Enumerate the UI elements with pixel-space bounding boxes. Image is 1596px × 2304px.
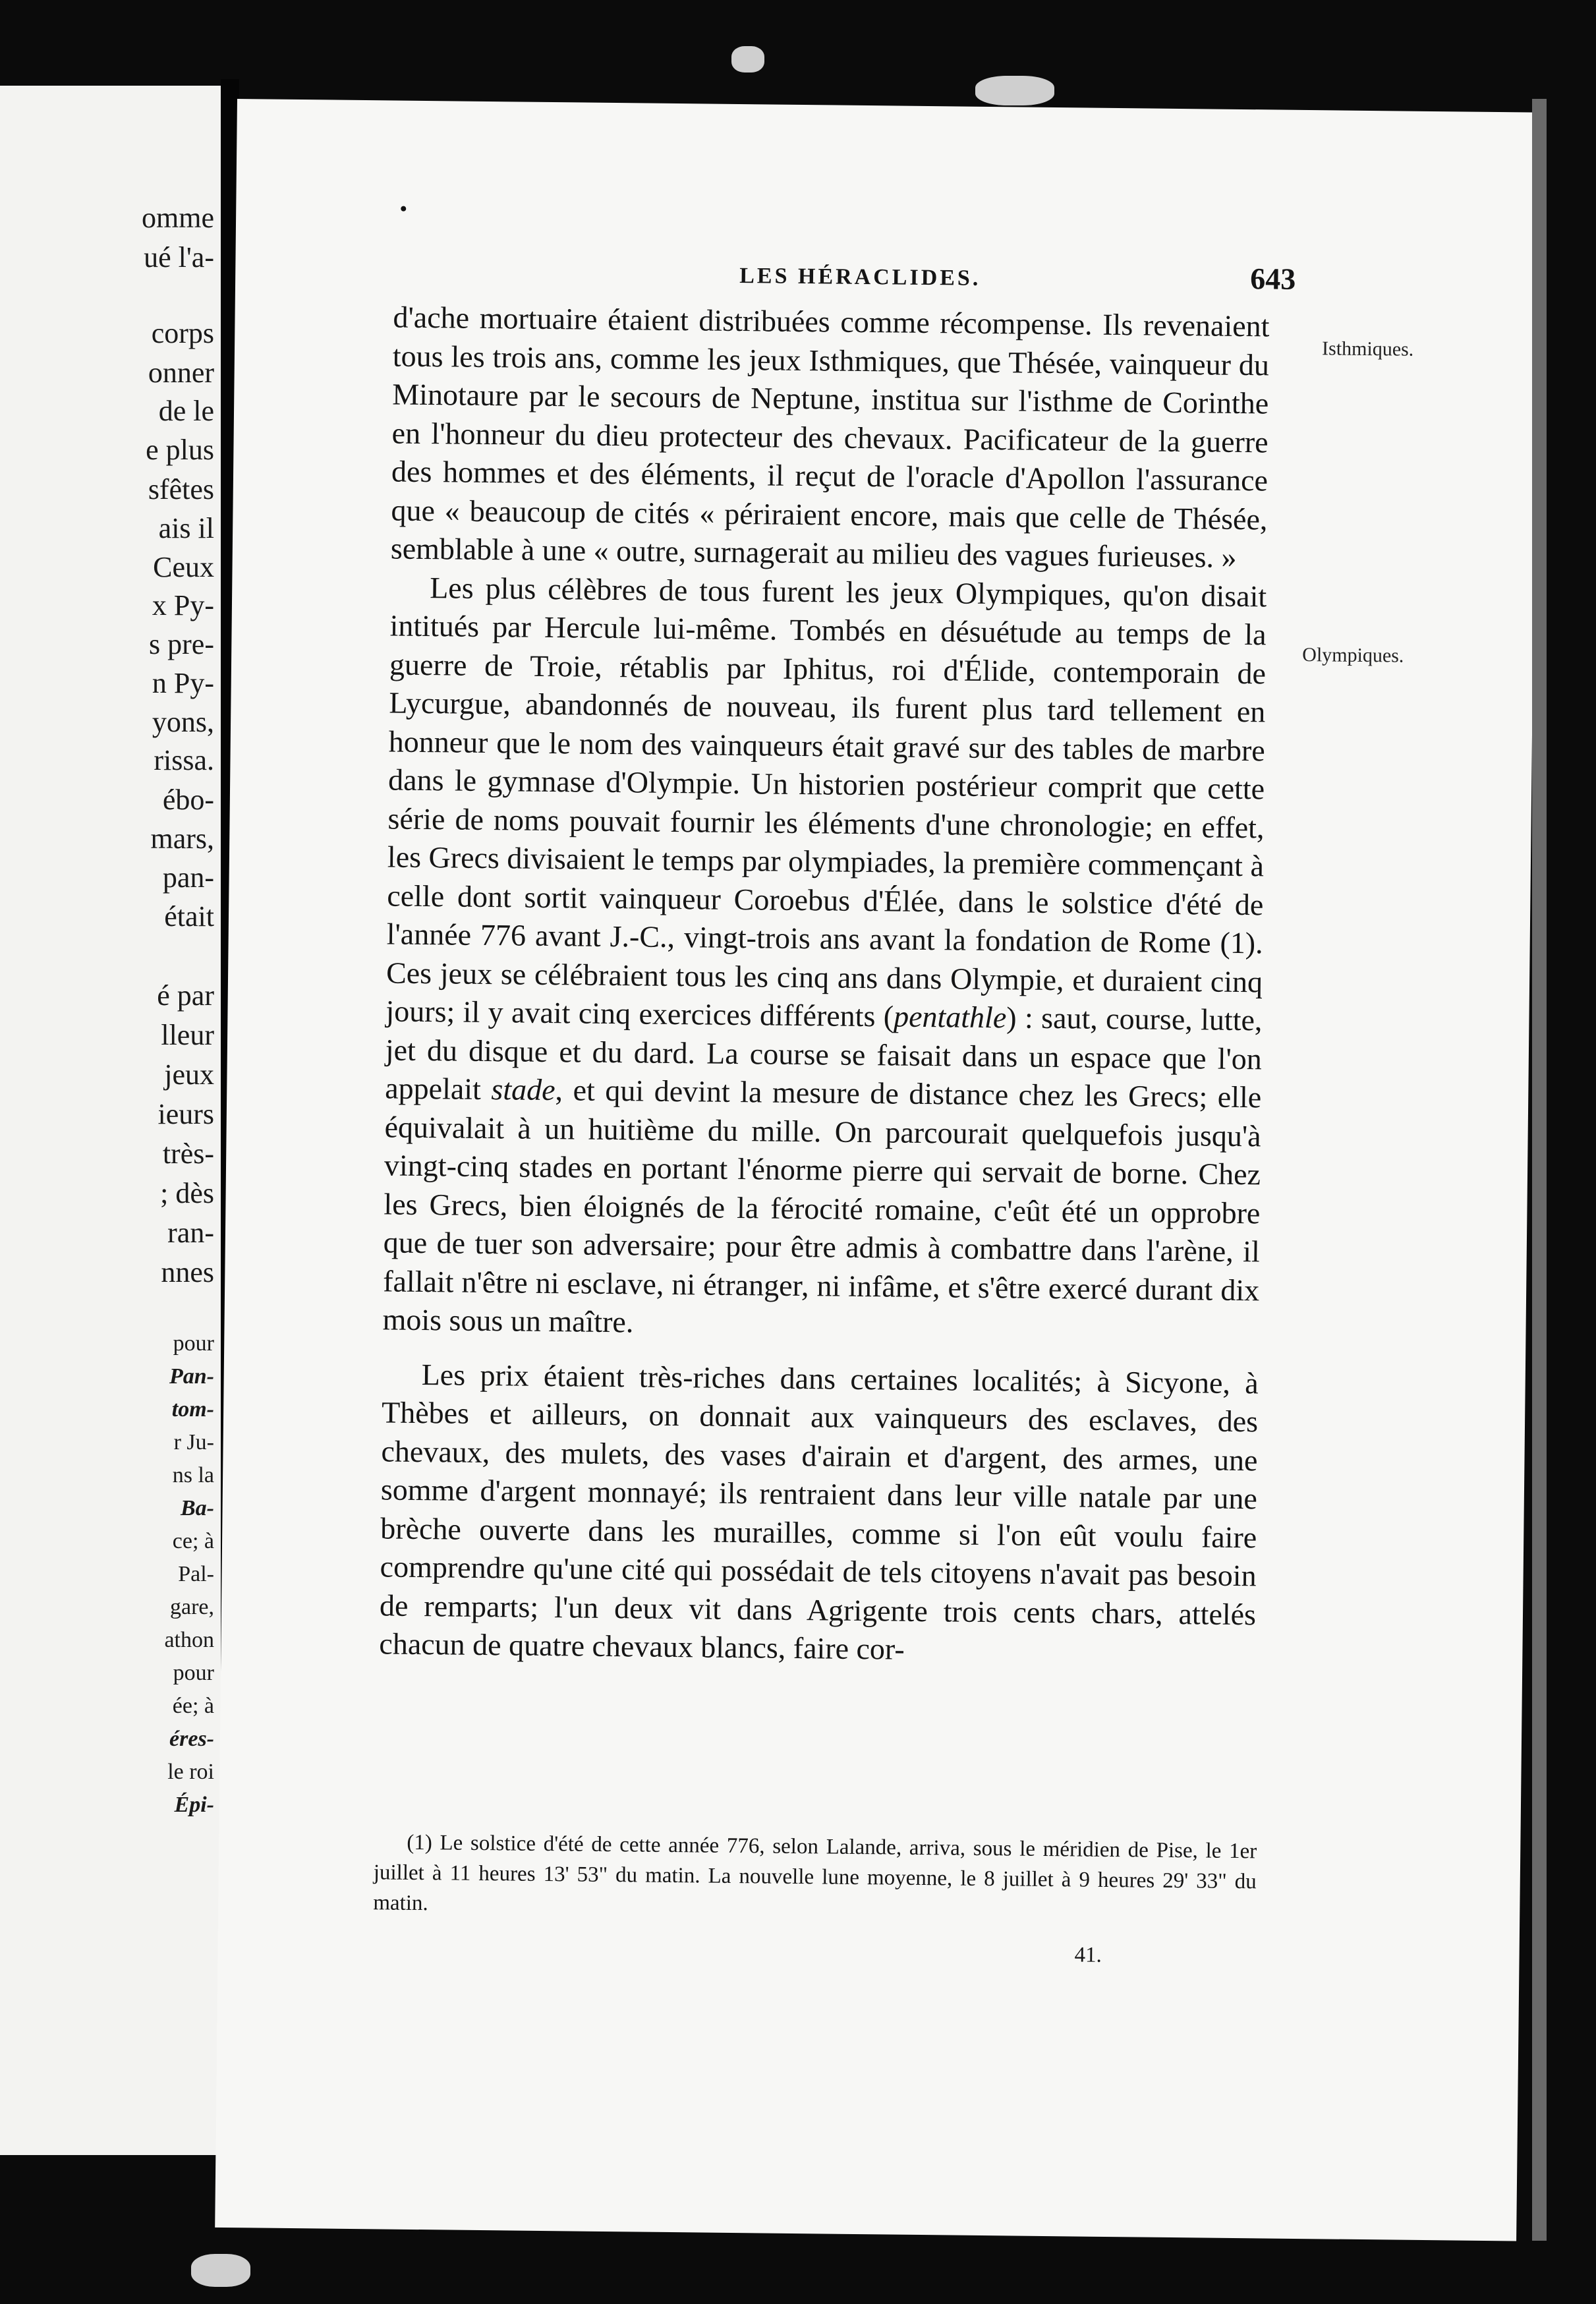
previous-page-fragment: très- (162, 1138, 214, 1170)
previous-page-fragment: gare, (169, 1595, 214, 1619)
previous-page-fragment: s pre- (149, 628, 214, 660)
previous-page-fragment: ran- (167, 1217, 214, 1249)
previous-page-fragment: Ceux (153, 551, 214, 583)
body-text (379, 298, 1270, 1672)
scan-speck (731, 46, 764, 72)
previous-page-fragment: omme (142, 202, 214, 234)
previous-page-fragment: ué l'a- (144, 241, 214, 274)
paragraph-olympic-games-part1: Les plus célèbres de tous furent les jeux Olympiques, qu'on disait intitués par Hercule lui-même. Tombés en désuétude au temps de la guerre de Troie, rétablis par Iphitus, roi d'Élide, contemporain de Lycurgue, abandonnés de nouveau, ils furent plus tard tellement en honneur que le nom des vainqueurs était gravé sur des tables de marbre dans le gymnase d'Olympie. Un historien postérieur comprit que cette série de noms pouvait fournir les éléments d'une chronologie; en effet, les Grecs divisaient le temps par olympiades, la première commençant à celle dont sortit vainqueur Coroebus d'Élée, dans le solstice d'été de l'année 776 avant J.-C., vingt-trois ans avant la fondation de Rome (1). Ces jeux se célébraient tous les cinq ans dans Olympie, et duraient cinq jours; il y avait cinq exercices différents ( (385, 570, 1267, 1033)
previous-page-fragment: rissa. (154, 744, 214, 776)
previous-page-fragment: jeux (164, 1058, 214, 1091)
previous-page-fragment: corps (151, 317, 214, 349)
previous-page-fragment: Ba- (181, 1496, 214, 1520)
previous-page-fragment: lleur (161, 1019, 214, 1051)
previous-page-fragment: onner (148, 357, 214, 389)
previous-page-fragment: pour (173, 1661, 214, 1685)
previous-page-fragment: ée; à (172, 1694, 214, 1718)
previous-page-fragment: Pal- (178, 1562, 214, 1586)
previous-page-fragment: ce; à (172, 1529, 214, 1553)
paragraph-olympic-games-part2: ) : saut, course, lutte, jet du disque et du dard. La course se faisait dans un espace que l'on appelait (385, 1000, 1263, 1107)
previous-page-fragment: n Py- (152, 667, 214, 699)
previous-page-fragment: pour (173, 1331, 214, 1356)
previous-page-fragment: ; dès (160, 1177, 214, 1209)
previous-page-fragment: Pan- (169, 1364, 214, 1389)
paragraph-olympic-games-part3: , et qui devint la mesure de distance chez les Grecs; elle équivalait à un huitième du mille. On parcourait quelquefois jusqu'à vingt-cinq stades en portant l'énorme pierre qui servait de borne. Chez les Grecs, bien éloignés de la férocité romaine, c'eût été un opprobre que de tuer son adversaire; pour être admis à combattre dans l'arène, il fallait n'être ni esclave, ni étranger, ni infâme, et s'être exercé durant dix mois sous un maître. (382, 1073, 1262, 1339)
previous-page-fragment: éres- (169, 1727, 214, 1751)
paragraph-olympic-games (382, 568, 1267, 1348)
term-stade: stade (491, 1072, 556, 1107)
previous-page-fragment: e plus (146, 434, 214, 466)
margin-note-isthmiques: Isthmiques. (1321, 337, 1414, 360)
page-edge (1532, 99, 1547, 2241)
previous-page-fragment: é par (157, 979, 214, 1012)
signature-mark: 41. (1074, 1943, 1102, 1967)
previous-page-fragment: nnes (161, 1256, 214, 1288)
paragraph-prizes: Les prix étaient très-riches dans certaines localités; à Sicyone, à Thèbes et ailleurs, on donnait aux vainqueurs des esclaves, des chevaux, des mulets, des vases d'airain et d'argent, des armes, une somme d'argent monnayé; ils rentraient dans leur ville natale par une brèche ouverte dans les murailles, comme si l'on eût voulu faire comprendre qu'une cité qui possédait de tels citoyens n'avait pas besoin de remparts; l'un deux vit dans Agrigente trois cents chars, attelés chacun de quatre chevaux blancs, faire cor- (379, 1357, 1259, 1666)
previous-page-fragment: ns la (172, 1463, 214, 1487)
scan-speck (975, 76, 1054, 105)
previous-page-fragment: tom- (171, 1397, 214, 1422)
previous-page-fragment: r Ju- (173, 1430, 214, 1454)
previous-page-fragment: de le (158, 395, 214, 427)
page-number: 643 (1249, 262, 1296, 296)
previous-page-fragment: ieurs (157, 1098, 214, 1130)
previous-page-fragment: ais il (158, 512, 214, 544)
previous-page-fragment: ébo- (162, 784, 214, 816)
previous-page-fragment: était (164, 900, 214, 933)
ink-dot (401, 206, 406, 212)
previous-page-fragment: Épi- (174, 1793, 214, 1817)
previous-page-fragment: sfêtes (148, 473, 214, 505)
scan-speck (191, 2254, 250, 2287)
book-page (215, 99, 1539, 2241)
previous-page-fragment: athon (164, 1628, 214, 1652)
previous-page-fragment: mars, (150, 822, 214, 855)
margin-note-olympiques: Olympiques. (1302, 643, 1404, 667)
running-title: LES HÉRACLIDES. (739, 263, 981, 291)
paragraph-isthmian-games: d'ache mortuaire étaient distribuées comme récompense. Ils revenaient tous les trois ans, comme les jeux Isthmiques, que Thésée, vainqueur du Minotaure par le secours de Neptune, institua sur l'isthme de Corinthe en l'honneur du dieu protecteur des chevaux. Pacificateur de la guerre des hommes et des éléments, il reçut de l'oracle d'Apollon l'assurance que « beaucoup de cités « périraient encore, mais que celle de Thésée, semblable à une « outre, surnagerait au milieu des vagues furieuses. » (390, 300, 1270, 574)
previous-page-fragment: le roi (167, 1760, 214, 1784)
footnote: (1) Le solstice d'été de cette année 776, selon Lalande, arriva, sous le méridien de Pise, le 1er juillet à 11 heures 13' 53" du matin. La nouvelle lune moyenne, le 8 juillet à 9 heures 29' 33" du matin. (373, 1830, 1257, 1916)
previous-page-fragment: x Py- (152, 589, 214, 621)
previous-page-fragment: yons, (152, 706, 214, 738)
term-pentathle: pentathle (893, 999, 1007, 1035)
previous-page-fragment: pan- (162, 861, 214, 894)
previous-page (0, 86, 221, 2155)
